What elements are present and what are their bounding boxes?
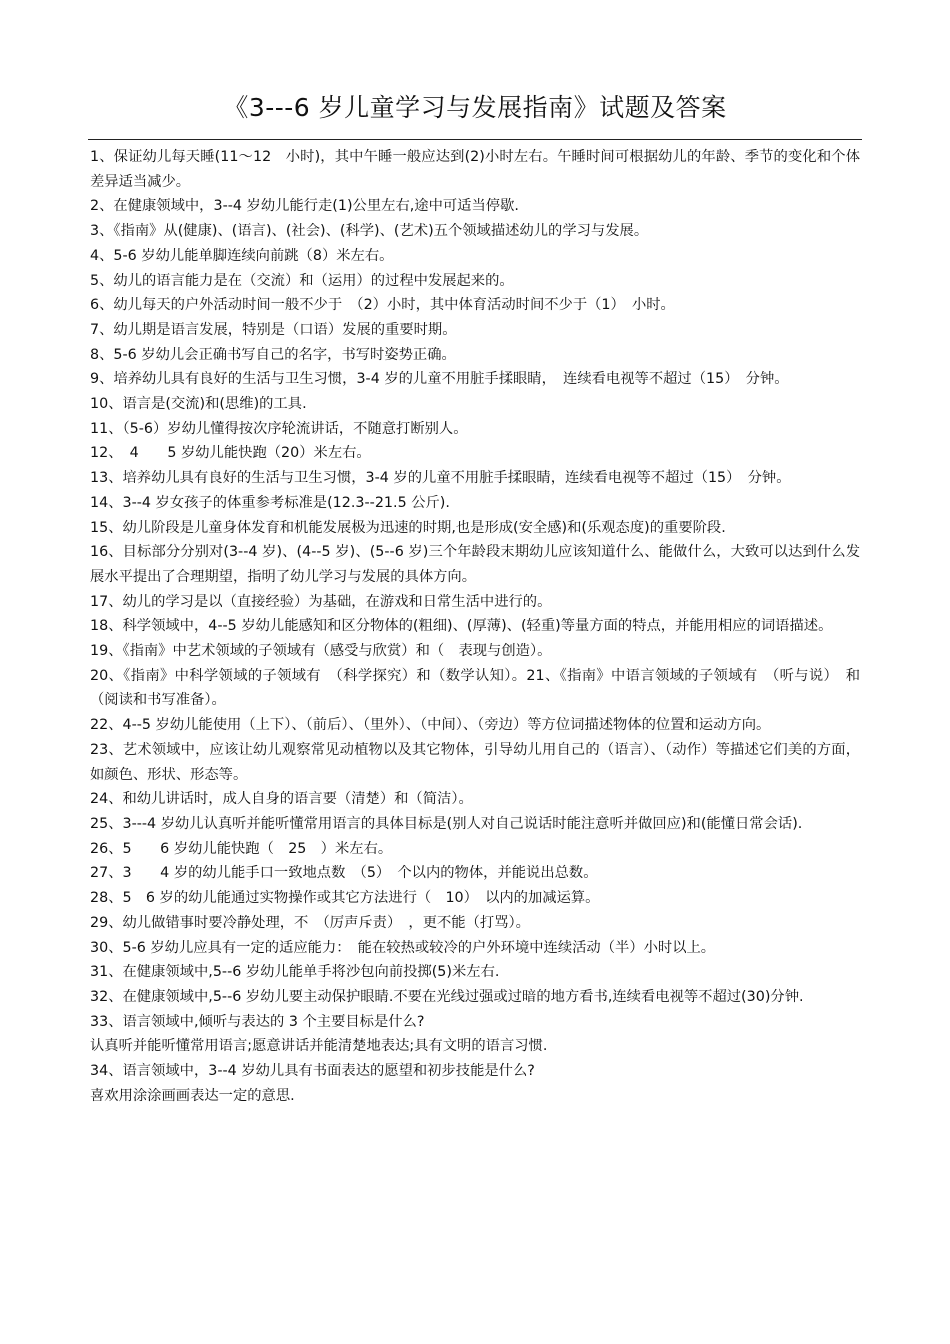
question-list bbox=[90, 145, 875, 1108]
question-item: 认真听并能听懂常用语言;愿意讲话并能清楚地表达;具有文明的语言习惯. bbox=[90, 1038, 548, 1055]
question-item: 24、和幼儿讲话时，成人自身的语言要（清楚）和（简洁）。 bbox=[90, 791, 473, 808]
question-item: 10、语言是(交流)和(思维)的工具. bbox=[90, 396, 307, 413]
question-item: 18、科学领域中，4--5 岁幼儿能感知和区分物体的(粗细)、(厚薄)、(轻重)等量方面的特点，并能用相应的词语描述。 bbox=[90, 618, 833, 635]
question-item: 12、 4 5 岁幼儿能快跑（20）米左右。 bbox=[90, 445, 371, 462]
question-item: 9、培养幼儿具有良好的生活与卫生习惯，3-4 岁的儿童不用脏手揉眼睛， 连续看电视等不超过（15） 分钟。 bbox=[90, 371, 789, 388]
question-item: 4、5-6 岁幼儿能单脚连续向前跳（8）米左右。 bbox=[90, 247, 394, 264]
question-item: 5、幼儿的语言能力是在（交流）和（运用）的过程中发展起来的。 bbox=[90, 272, 514, 289]
question-item: 22、4--5 岁幼儿能使用（上下）、（前后）、（里外）、（中间）、（旁边）等方位词描述物体的位置和运动方向。 bbox=[90, 717, 771, 734]
question-item: 13、培养幼儿具有良好的生活与卫生习惯，3-4 岁的儿童不用脏手揉眼睛，连续看电视等不超过（15） 分钟。 bbox=[90, 470, 791, 487]
question-item: 15、幼儿阶段是儿童身体发育和机能发展极为迅速的时期,也是形成(安全感)和(乐观态度)的重要阶段. bbox=[90, 519, 726, 536]
question-item: 19、《指南》中艺术领域的子领域有（感受与欣赏）和（ 表现与创造）。 bbox=[90, 643, 552, 660]
question-item: 32、在健康领域中,5--6 岁幼儿要主动保护眼睛.不要在光线过强或过暗的地方看书,连续看电视等不超过(30)分钟. bbox=[90, 988, 804, 1005]
question-item: 3、《指南》从(健康)、(语言)、(社会)、(科学)、(艺术)五个领域描述幼儿的学习与发展。 bbox=[90, 223, 649, 240]
question-item: 1、保证幼儿每天睡(11～12 小时)，其中午睡一般应达到(2)小时左右。午睡时间可根据幼儿的年龄、季节的变化和个体差异适当减少。 bbox=[90, 149, 860, 190]
question-item: 17、幼儿的学习是以（直接经验）为基础，在游戏和日常生活中进行的。 bbox=[90, 593, 552, 610]
question-item: 8、5-6 岁幼儿会正确书写自己的名字，书写时姿势正确。 bbox=[90, 346, 456, 363]
question-item: 29、幼儿做错事时要冷静处理，不 （厉声斥责） ，更不能（打骂）。 bbox=[90, 914, 530, 931]
question-item: 喜欢用涂涂画画表达一定的意思. bbox=[90, 1087, 295, 1104]
question-item: 14、3--4 岁女孩子的体重参考标准是(12.3--21.5 公斤). bbox=[90, 494, 450, 511]
question-item: 16、目标部分分别对(3--4 岁)、(4--5 岁)、(5--6 岁)三个年龄段末期幼儿应该知道什么、能做什么，大致可以达到什么发展水平提出了合理期望，指明了幼儿学习与发展的具体方向。 bbox=[90, 544, 860, 585]
question-item: 30、5-6 岁幼儿应具有一定的适应能力： 能在较热或较冷的户外环境中连续活动（半）小时以上。 bbox=[90, 939, 716, 956]
question-item: 34、语言领域中，3--4 岁幼儿具有书面表达的愿望和初步技能是什么? bbox=[90, 1063, 535, 1080]
question-item: 33、语言领域中,倾听与表达的 3 个主要目标是什么? bbox=[90, 1013, 425, 1030]
title-divider bbox=[88, 139, 862, 140]
question-item: 7、幼儿期是语言发展，特别是（口语）发展的重要时期。 bbox=[90, 321, 457, 338]
question-item: 2、在健康领域中，3--4 岁幼儿能行走(1)公里左右,途中可适当停歇. bbox=[90, 198, 519, 215]
question-item: 28、5 6 岁的幼儿能通过实物操作或其它方法进行（ 10） 以内的加减运算。 bbox=[90, 890, 600, 907]
question-item: 6、幼儿每天的户外活动时间一般不少于 （2）小时，其中体育活动时间不少于（1） 小时。 bbox=[90, 297, 675, 314]
question-item: 25、3---4 岁幼儿认真听并能听懂常用语言的具体目标是(别人对自己说话时能注意听并做回应)和(能懂日常会话). bbox=[90, 815, 803, 832]
question-item: 20、《指南》中科学领域的子领域有 （科学探究）和（数学认知）。21、《指南》中语言领域的子领域有 （听与说） 和 （阅读和书写准备）。 bbox=[90, 667, 875, 709]
question-item: 27、3 4 岁的幼儿能手口一致地点数 （5） 个以内的物体，并能说出总数。 bbox=[90, 865, 598, 882]
document-title: 《3---6 岁儿童学习与发展指南》试题及答案 bbox=[223, 93, 727, 122]
question-item: 26、5 6 岁幼儿能快跑（ 25 ）米左右。 bbox=[90, 840, 393, 857]
question-item: 23、艺术领域中，应该让幼儿观察常见动植物以及其它物体，引导幼儿用自己的（语言）、（动作）等描述它们美的方面，如颜色、形状、形态等。 bbox=[90, 741, 860, 783]
question-item: 11、（5-6）岁幼儿懂得按次序轮流讲话，不随意打断别人。 bbox=[90, 420, 468, 437]
question-item: 31、在健康领域中,5--6 岁幼儿能单手将沙包向前投掷(5)米左右. bbox=[90, 964, 500, 981]
